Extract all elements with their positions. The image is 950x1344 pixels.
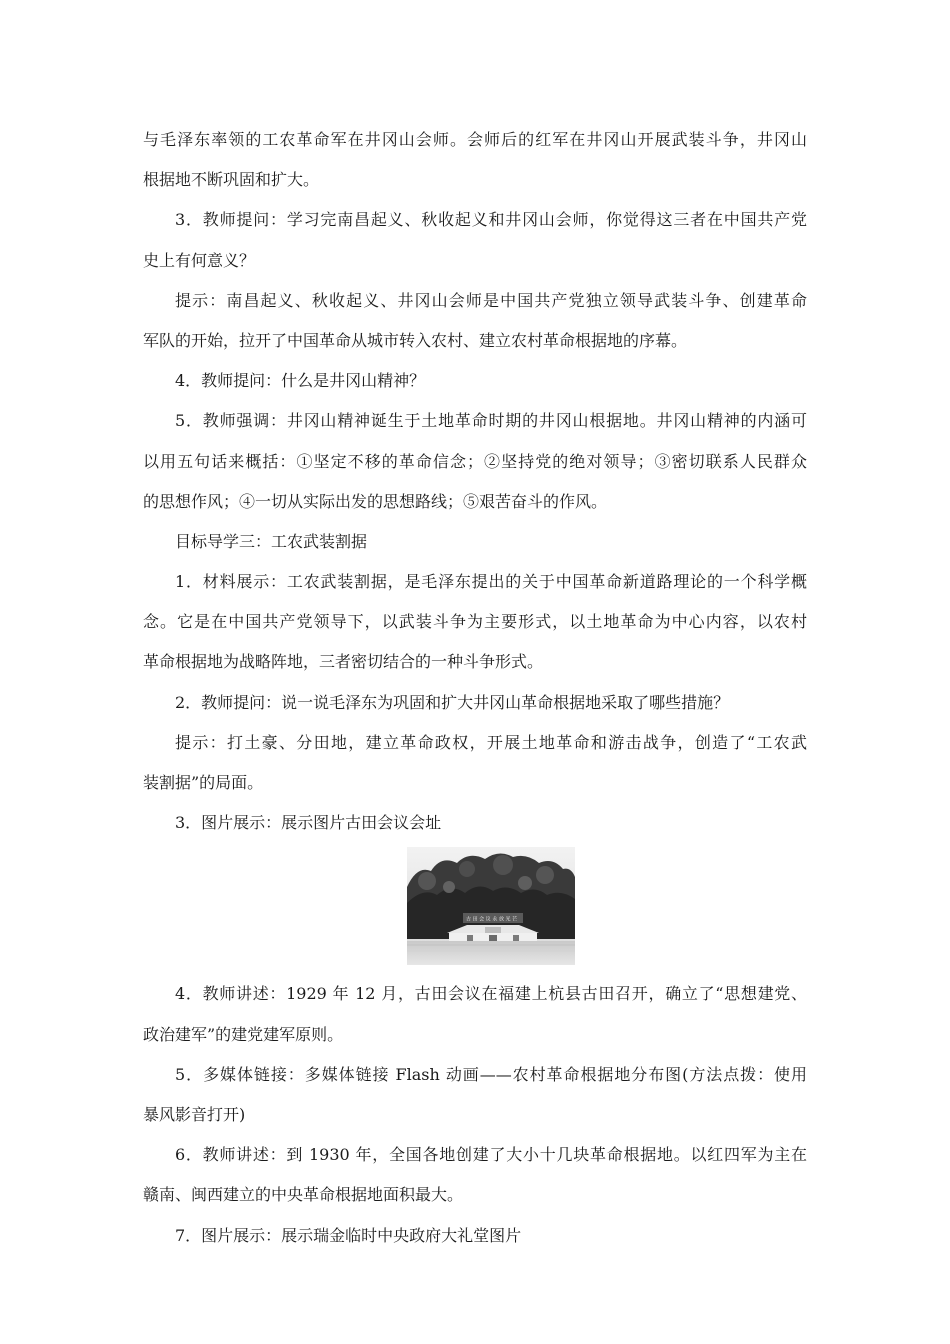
paragraph-line: 3．教师提问：学习完南昌起义、秋收起义和井冈山会师，你觉得这三者在中国共产党 bbox=[175, 210, 807, 230]
paragraph-line: 革命根据地为战略阵地，三者密切结合的一种斗争形式。 bbox=[143, 652, 544, 672]
paragraph-line: 6．教师讲述：到 1930 年，全国各地创建了大小十几块革命根据地。以红四军为主在 bbox=[175, 1145, 807, 1165]
paragraph-line: 提示：打土豪、分田地，建立革命政权，开展土地革命和游击战争，创造了“工农武 bbox=[175, 732, 807, 752]
paragraph-line: 政治建军”的建党建军原则。 bbox=[143, 1024, 344, 1044]
paragraph-line: 4．教师讲述：1929 年 12 月，古田会议在福建上杭县古田召开，确立了“思想建党、 bbox=[175, 984, 807, 1004]
paragraph-line: 提示：南昌起义、秋收起义、井冈山会师是中国共产党独立领导武装斗争、创建革命 bbox=[175, 290, 807, 310]
paragraph-line: 念。它是在中国共产党领导下，以武装斗争为主要形式，以土地革命为中心内容，以农村 bbox=[143, 612, 807, 632]
paragraph-line: 5．教师强调：井冈山精神诞生于土地革命时期的井冈山根据地。井冈山精神的内涵可 bbox=[175, 411, 807, 431]
paragraph-line: 5．多媒体链接：多媒体链接 Flash 动画——农村革命根据地分布图(方法点拨：使用 bbox=[175, 1064, 807, 1084]
paragraph-line: 以用五句话来概括：①坚定不移的革命信念；②坚持党的绝对领导；③密切联系人民群众 bbox=[143, 451, 807, 471]
paragraph-line: 7．图片展示：展示瑞金临时中央政府大礼堂图片 bbox=[175, 1225, 522, 1245]
paragraph-line: 4．教师提问：什么是井冈山精神？ bbox=[175, 371, 426, 391]
figure-block bbox=[143, 843, 807, 974]
paragraph-line: 赣南、闽西建立的中央革命根据地面积最大。 bbox=[143, 1185, 464, 1205]
svg-text:古 田 会 议 永 放 光 芒: 古 田 会 议 永 放 光 芒 bbox=[466, 916, 518, 923]
document-body bbox=[143, 120, 807, 1256]
paragraph-line: 根据地不断巩固和扩大。 bbox=[143, 170, 320, 190]
paragraph-line: 军队的开始，拉开了中国革命从城市转入农村、建立农村革命根据地的序幕。 bbox=[143, 330, 688, 350]
paragraph-line: 暴风影音打开) bbox=[143, 1104, 246, 1124]
paragraph-line: 2．教师提问：说一说毛泽东为巩固和扩大井冈山革命根据地采取了哪些措施？ bbox=[175, 692, 730, 712]
paragraph-line: 1．材料展示：工农武装割据，是毛泽东提出的关于中国革命新道路理论的一个科学概 bbox=[175, 572, 807, 592]
paragraph-line: 3．图片展示：展示图片古田会议会址 bbox=[175, 813, 442, 833]
section-heading: 目标导学三：工农武装割据 bbox=[175, 531, 368, 551]
paragraph-line: 装割据”的局面。 bbox=[143, 773, 264, 792]
paragraph-line: 的思想作风；④一切从实际出发的思想路线；⑤艰苦奋斗的作风。 bbox=[143, 491, 608, 511]
paragraph-line: 史上有何意义？ bbox=[143, 250, 256, 270]
gutian-meeting-site-photo bbox=[407, 847, 575, 965]
paragraph-line: 与毛泽东率领的工农革命军在井冈山会师。会师后的红军在井冈山开展武装斗争，井冈山 bbox=[143, 130, 807, 149]
